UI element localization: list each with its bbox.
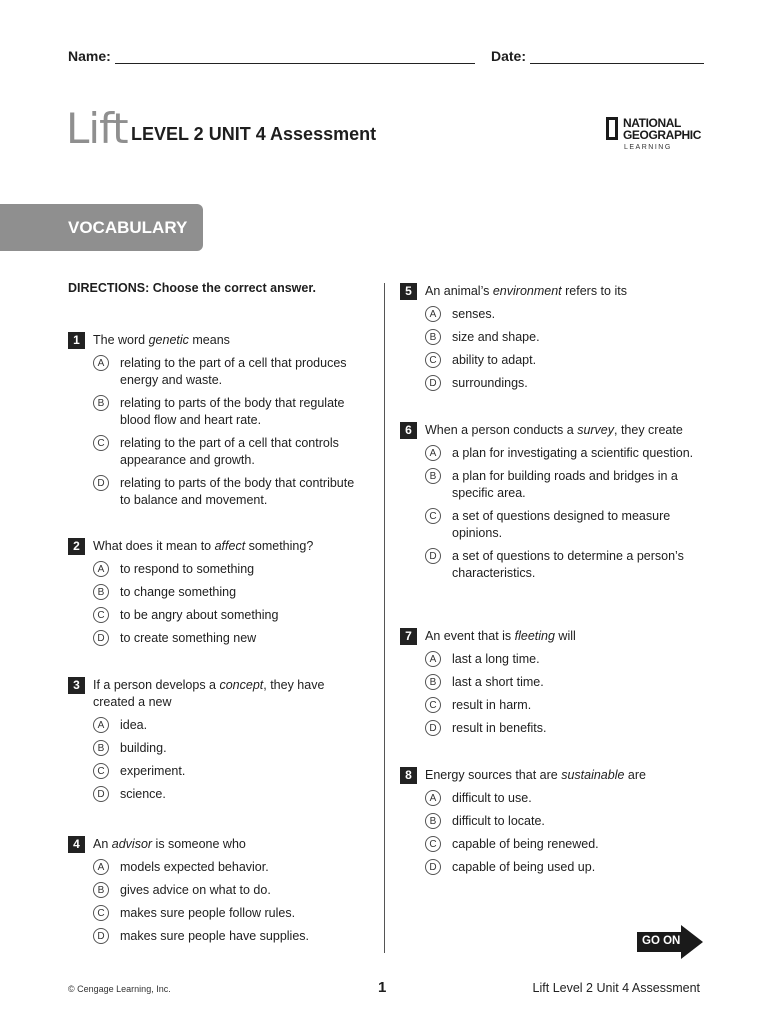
choice-text: ability to adapt.	[452, 353, 537, 367]
answer-choice[interactable]	[425, 674, 700, 691]
answer-bubble[interactable]: B	[425, 813, 441, 829]
answer-choice[interactable]	[93, 763, 368, 780]
choice-text: result in harm.	[452, 698, 532, 712]
choice-text: building.	[120, 741, 167, 755]
answer-bubble[interactable]: D	[93, 630, 109, 646]
answer-choice[interactable]	[93, 607, 368, 624]
choice-text: surroundings.	[452, 376, 528, 390]
question-prompt: The word genetic means	[93, 333, 230, 347]
choice-text: relating to the part of a cell that controls appearance and growth.	[120, 436, 339, 467]
choice-text: to respond to something	[120, 562, 255, 576]
answer-bubble[interactable]: C	[425, 508, 441, 524]
answer-choice[interactable]	[93, 435, 368, 469]
answer-bubble[interactable]: D	[425, 548, 441, 564]
date-blank[interactable]	[530, 49, 704, 64]
answer-bubble[interactable]: A	[93, 561, 109, 577]
answer-choice[interactable]	[425, 548, 700, 582]
answer-bubble[interactable]: C	[93, 435, 109, 451]
answer-bubble[interactable]: D	[93, 786, 109, 802]
answer-bubble[interactable]: C	[93, 607, 109, 623]
question-prompt: An event that is fleeting will	[425, 629, 576, 643]
choice-text: capable of being used up.	[452, 860, 596, 874]
answer-choice[interactable]	[93, 740, 368, 757]
choice-text: relating to the part of a cell that produces energy and waste.	[120, 356, 347, 387]
choice-text: a plan for investigating a scientific question.	[452, 446, 694, 460]
answer-choice[interactable]	[93, 630, 368, 647]
answer-bubble[interactable]: D	[425, 859, 441, 875]
answer-bubble[interactable]: B	[425, 674, 441, 690]
question-number: 1	[68, 332, 85, 349]
question-prompt: When a person conducts a survey, they create	[425, 423, 683, 437]
question-number: 6	[400, 422, 417, 439]
answer-bubble[interactable]: D	[425, 375, 441, 391]
question-prompt: An advisor is someone who	[93, 837, 246, 851]
answer-choice[interactable]	[425, 813, 700, 830]
answer-choice[interactable]	[425, 352, 700, 369]
question-number: 3	[68, 677, 85, 694]
vocabulary-word: environment	[492, 284, 562, 298]
answer-bubble[interactable]: B	[93, 395, 109, 411]
yellow-border-icon	[606, 117, 618, 140]
choice-text: last a short time.	[452, 675, 544, 689]
choice-text: gives advice on what to do.	[120, 883, 271, 897]
answer-choice[interactable]	[425, 697, 700, 714]
vocabulary-word: fleeting	[514, 629, 555, 643]
question-prompt: Energy sources that are sustainable are	[425, 768, 646, 782]
answer-choice[interactable]	[425, 508, 700, 542]
question-4	[68, 836, 368, 951]
vocabulary-word: genetic	[148, 333, 189, 347]
answer-bubble[interactable]: A	[425, 651, 441, 667]
column-divider	[384, 283, 385, 953]
answer-choice[interactable]	[93, 561, 368, 578]
date-label: Date:	[491, 48, 527, 64]
page-title: LEVEL 2 UNIT 4 Assessment	[131, 124, 377, 144]
answer-bubble[interactable]: A	[425, 306, 441, 322]
answer-bubble[interactable]: B	[425, 468, 441, 484]
answer-choice[interactable]	[93, 475, 368, 509]
choice-text: a set of questions to determine a person’s characteristics.	[452, 549, 684, 580]
answer-bubble[interactable]: D	[93, 475, 109, 491]
answer-bubble[interactable]: A	[425, 445, 441, 461]
go-on-arrow	[637, 925, 703, 959]
choice-text: science.	[120, 787, 166, 801]
answer-choice[interactable]	[93, 786, 368, 803]
choice-text: to change something	[120, 585, 237, 599]
question-number: 2	[68, 538, 85, 555]
answer-choice[interactable]	[93, 882, 368, 899]
lift-logo: Lift	[66, 104, 128, 153]
name-blank[interactable]	[115, 49, 475, 64]
vocabulary-word: sustainable	[561, 768, 625, 782]
question-prompt: An animal’s environment refers to its	[425, 284, 627, 298]
answer-choice[interactable]	[425, 375, 700, 392]
question-prompt: If a person develops a concept, they have created a new	[93, 678, 325, 709]
ng-learning-text: LEARNING	[624, 144, 672, 151]
choice-text: relating to parts of the body that contribute to balance and movement.	[120, 476, 355, 507]
answer-choice[interactable]	[425, 329, 700, 346]
question-number: 7	[400, 628, 417, 645]
answer-bubble[interactable]: C	[425, 352, 441, 368]
name-field	[68, 48, 475, 64]
answer-choice[interactable]	[425, 836, 700, 853]
answer-choice[interactable]	[425, 859, 700, 876]
question-1	[68, 332, 368, 515]
answer-bubble[interactable]: A	[93, 717, 109, 733]
answer-choice[interactable]	[93, 717, 368, 734]
choice-text: a plan for building roads and bridges in a specific area.	[452, 469, 678, 500]
answer-choice[interactable]	[93, 905, 368, 922]
answer-choice[interactable]	[93, 928, 368, 945]
vocabulary-word: affect	[214, 539, 246, 553]
section-title: VOCABULARY	[68, 218, 188, 237]
question-number: 4	[68, 836, 85, 853]
answer-choices	[93, 859, 368, 945]
answer-choice[interactable]	[425, 651, 700, 668]
vocabulary-word: survey	[577, 423, 615, 437]
answer-bubble[interactable]: C	[425, 697, 441, 713]
answer-bubble[interactable]: B	[93, 584, 109, 600]
question-number: 5	[400, 283, 417, 300]
choice-text: idea.	[120, 718, 148, 732]
choice-text: difficult to use.	[452, 791, 532, 805]
choice-text: relating to parts of the body that regulate blood flow and heart rate.	[120, 396, 345, 427]
question-prompt: What does it mean to affect something?	[93, 539, 314, 553]
question-7	[400, 628, 700, 743]
answer-bubble[interactable]: B	[93, 740, 109, 756]
choice-text: to create something new	[120, 631, 257, 645]
answer-choices	[425, 445, 700, 582]
answer-choices	[93, 717, 368, 803]
answer-choices	[425, 651, 700, 737]
answer-choice[interactable]	[93, 584, 368, 601]
answer-choices	[425, 306, 700, 392]
answer-bubble[interactable]: B	[425, 329, 441, 345]
answer-choice[interactable]	[425, 306, 700, 323]
answer-choice[interactable]	[93, 395, 368, 429]
choice-text: size and shape.	[452, 330, 540, 344]
choice-text: experiment.	[120, 764, 186, 778]
answer-bubble[interactable]: A	[93, 355, 109, 371]
page-number: 1	[378, 979, 387, 996]
choice-text: capable of being renewed.	[452, 837, 599, 851]
vocabulary-word: concept	[219, 678, 264, 692]
date-field	[491, 48, 704, 64]
answer-bubble[interactable]: C	[93, 905, 109, 921]
answer-bubble[interactable]: C	[425, 836, 441, 852]
choice-text: a set of questions designed to measure opinions.	[452, 509, 671, 540]
footer-doc-title: Lift Level 2 Unit 4 Assessment	[532, 981, 700, 995]
answer-bubble[interactable]: B	[93, 882, 109, 898]
answer-bubble[interactable]: A	[425, 790, 441, 806]
answer-choice[interactable]	[93, 859, 368, 876]
footer-copyright: © Cengage Learning, Inc.	[68, 984, 171, 994]
answer-bubble[interactable]: D	[425, 720, 441, 736]
choice-text: to be angry about something	[120, 608, 279, 622]
answer-choice[interactable]	[425, 720, 700, 737]
question-6	[400, 422, 700, 588]
choice-text: models expected behavior.	[120, 860, 269, 874]
answer-bubble[interactable]: A	[93, 859, 109, 875]
answer-bubble[interactable]: D	[93, 928, 109, 944]
answer-choices	[93, 355, 368, 509]
vocabulary-word: advisor	[111, 837, 153, 851]
section-banner	[0, 204, 203, 251]
choice-text: makes sure people follow rules.	[120, 906, 296, 920]
title-row	[66, 104, 386, 154]
answer-choices	[93, 561, 368, 647]
question-8	[400, 767, 700, 882]
choice-text: difficult to locate.	[452, 814, 545, 828]
choice-text: makes sure people have supplies.	[120, 929, 310, 943]
question-5	[400, 283, 700, 398]
ng-logo-text: NATIONAL GEOGRAPHIC	[623, 116, 702, 142]
question-2	[68, 538, 368, 653]
answer-choices	[425, 790, 700, 876]
go-on-label: GO ON	[642, 935, 681, 947]
answer-choice[interactable]	[425, 790, 700, 807]
question-3	[68, 677, 368, 809]
answer-choice[interactable]	[425, 468, 700, 502]
choice-text: result in benefits.	[452, 721, 547, 735]
answer-bubble[interactable]: C	[93, 763, 109, 779]
name-label: Name:	[68, 48, 111, 64]
choice-text: last a long time.	[452, 652, 540, 666]
choice-text: senses.	[452, 307, 496, 321]
answer-choice[interactable]	[93, 355, 368, 389]
national-geographic-logo	[606, 116, 706, 156]
question-number: 8	[400, 767, 417, 784]
answer-choice[interactable]	[425, 445, 700, 462]
directions: DIRECTIONS: Choose the correct answer.	[68, 281, 316, 295]
